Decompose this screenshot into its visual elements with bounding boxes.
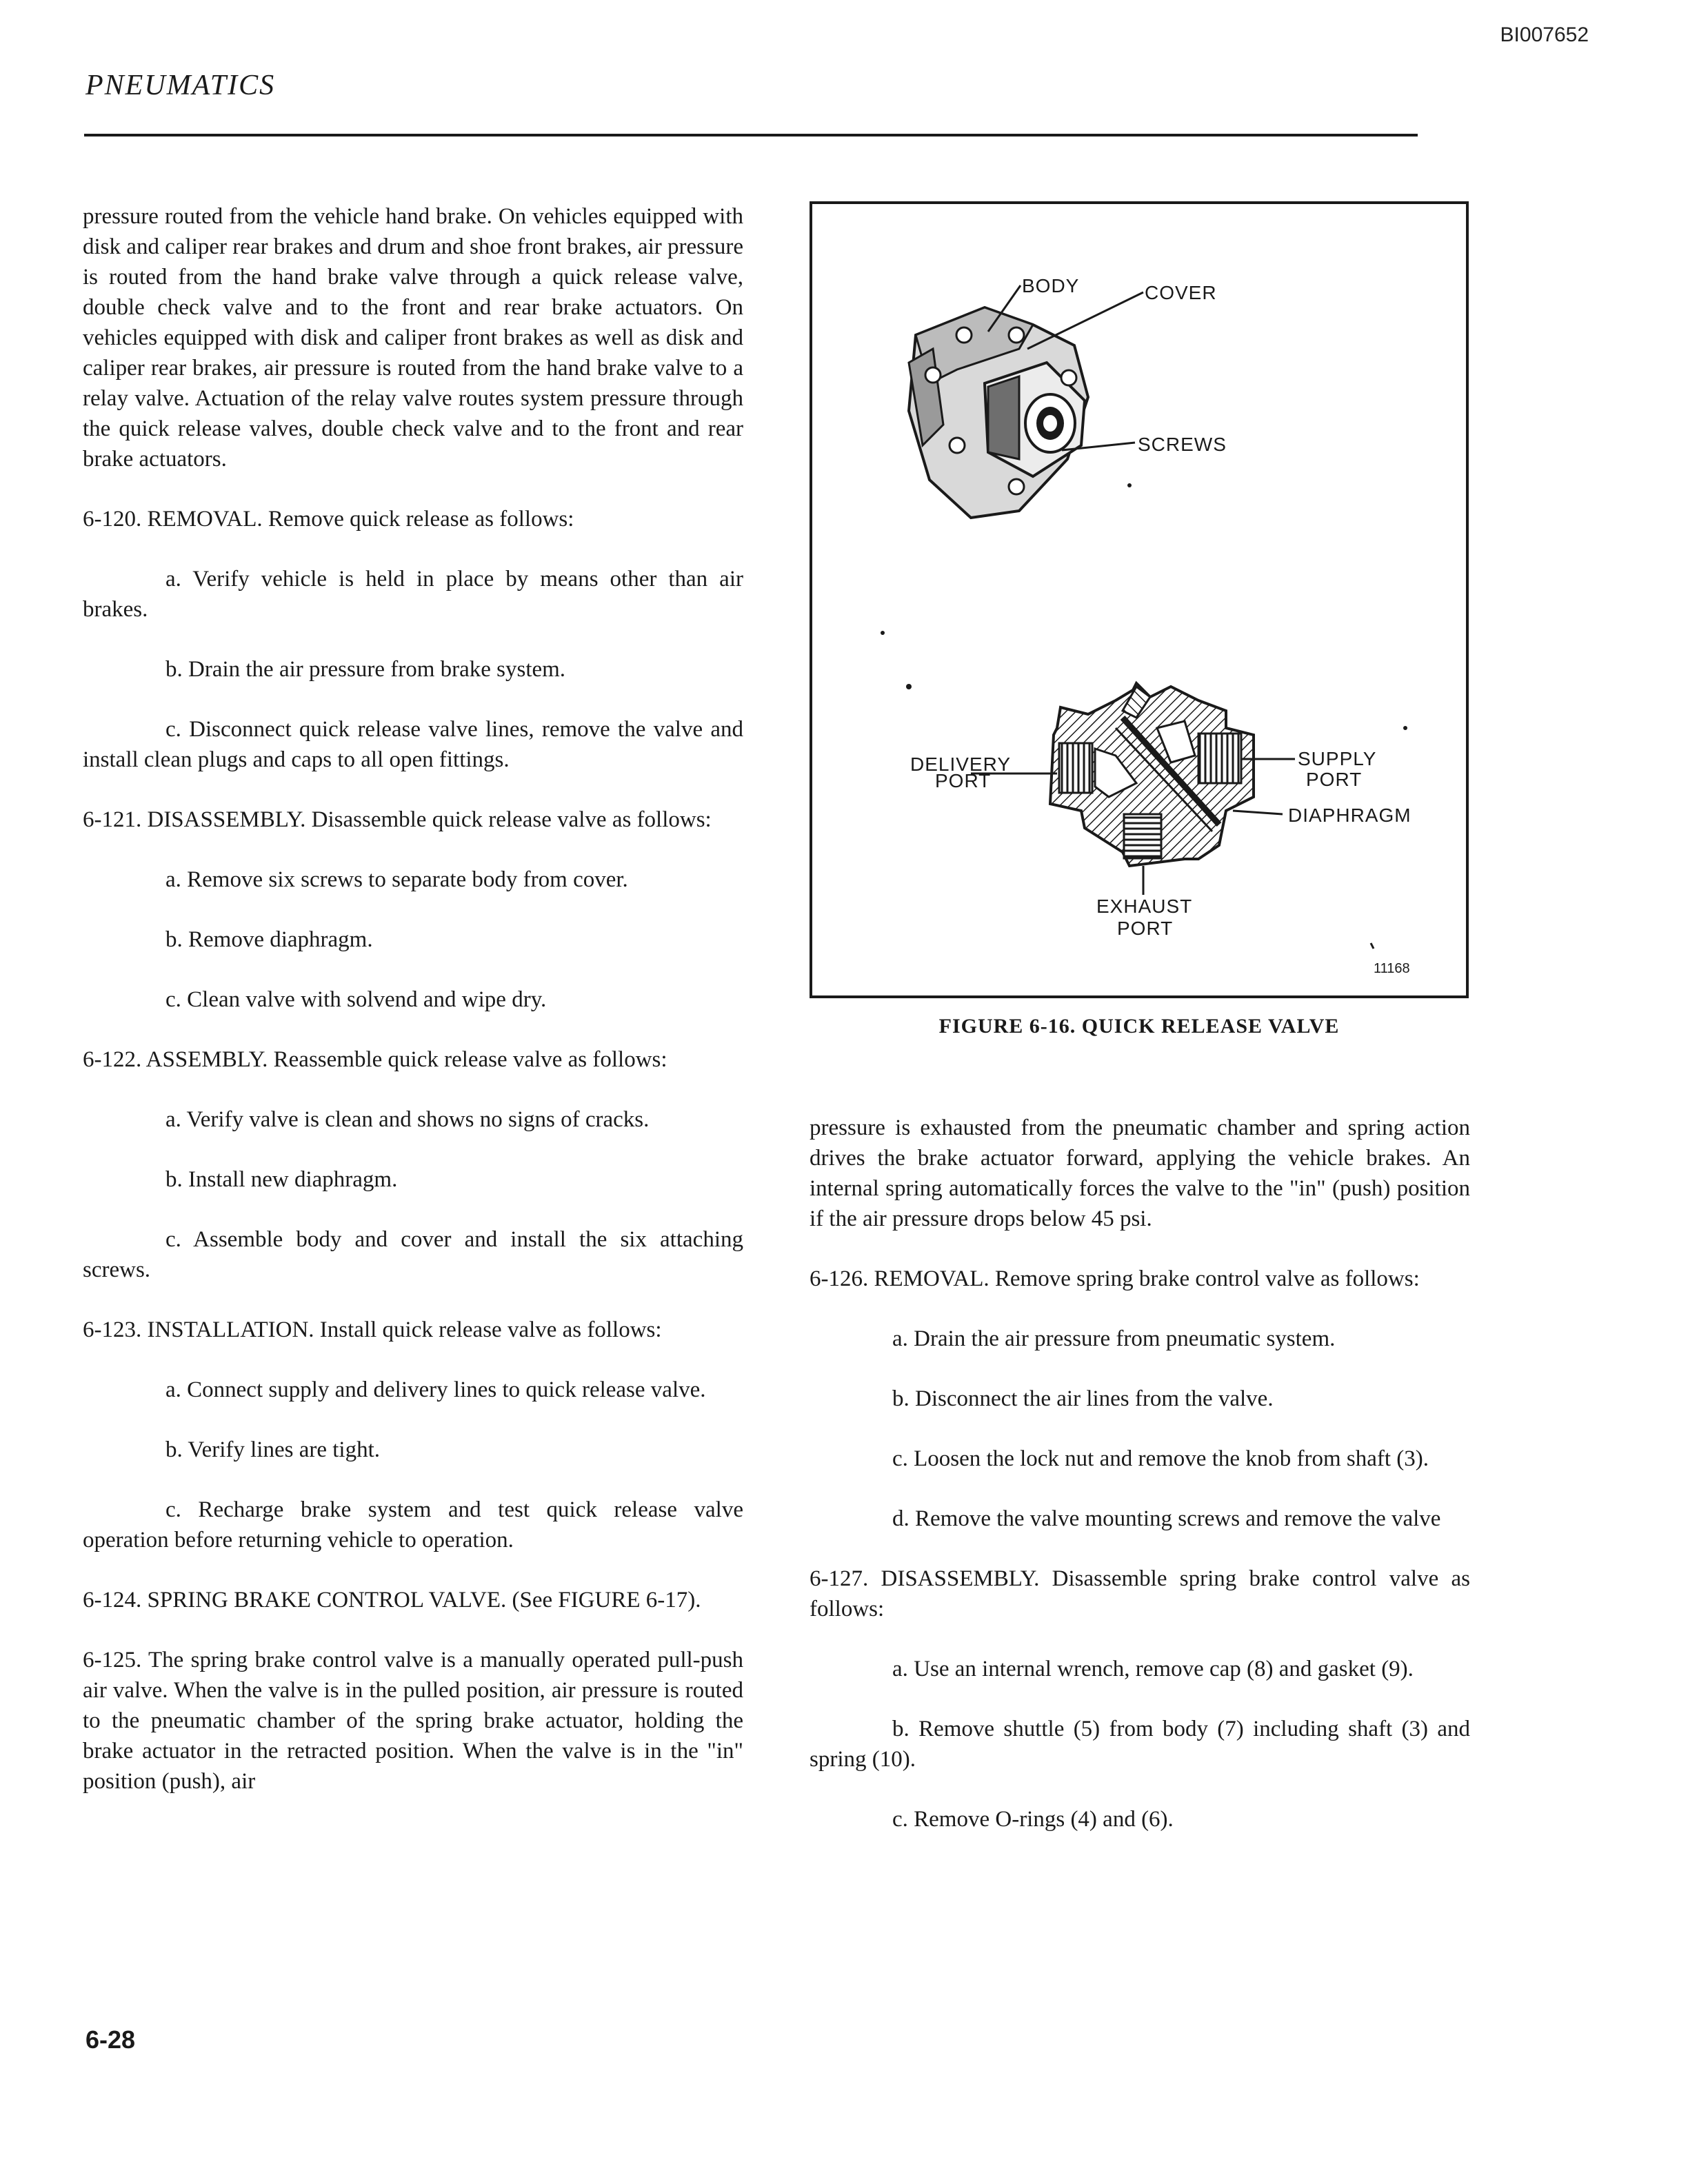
section-header: PNEUMATICS bbox=[86, 70, 276, 101]
step-item: a. Use an internal wrench, remove cap (8) and gasket (9). bbox=[892, 1657, 1414, 1681]
leader-cover bbox=[1027, 292, 1143, 349]
step-item: c. Remove O-rings (4) and (6). bbox=[892, 1807, 1174, 1832]
paragraph-heading: 6-122. ASSEMBLY. Reassemble quick release valve as follows: bbox=[83, 1047, 667, 1072]
label-screws: SCREWS bbox=[1138, 434, 1227, 455]
step-item: c. Assemble body and cover and install the six attaching screws. bbox=[83, 1227, 743, 1282]
page-number: 6-28 bbox=[86, 2025, 136, 2054]
step-item: b. Remove shuttle (5) from body (7) including shaft (3) and spring (10). bbox=[810, 1717, 1470, 1772]
label-supply: SUPPLY bbox=[1298, 748, 1377, 769]
right-column bbox=[810, 1113, 1470, 1864]
paragraph-heading: 6-127. DISASSEMBLY. Disassemble spring brake control valve as follows: bbox=[810, 1566, 1470, 1621]
step-item: b. Drain the air pressure from brake system. bbox=[165, 657, 566, 682]
paragraph-heading: 6-123. INSTALLATION. Install quick release valve as follows: bbox=[83, 1317, 662, 1342]
paragraph: pressure is exhausted from the pneumatic chamber and spring action drives the brake actuator forward, applying the vehicle brakes. An internal spring automatically forces the valve to the "in" (push) position if the air pressure drops below 45 psi. bbox=[810, 1115, 1470, 1231]
figure-quick-release-valve bbox=[810, 201, 1469, 998]
valve-external-view bbox=[881, 285, 1143, 689]
document-id: BI007652 bbox=[1500, 23, 1589, 46]
step-item: d. Remove the valve mounting screws and remove the valve bbox=[892, 1506, 1441, 1531]
paragraph-heading: 6-120. REMOVAL. Remove quick release as follows: bbox=[83, 507, 574, 532]
label-cover: COVER bbox=[1145, 282, 1217, 303]
step-item: a. Remove six screws to separate body from cover. bbox=[165, 867, 628, 892]
step-item: b. Disconnect the air lines from the valve. bbox=[892, 1386, 1274, 1411]
paragraph: pressure routed from the vehicle hand brake. On vehicles equipped with disk and caliper rear brakes and drum and shoe front brakes, air pressure is routed from the hand brake valve through a quick release valve, double check valve and to the front and rear brake actuators. On vehicles equipped with disk and caliper front brakes as well as disk and caliper rear brakes, air pressure is routed from the hand brake valve to a relay valve. Actuation of the relay valve routes system pressure through the quick release valves, double check valve and to the front and rear brake actuators. bbox=[83, 204, 743, 472]
leader-diaphragm bbox=[1233, 811, 1283, 814]
step-item: a. Connect supply and delivery lines to quick release valve. bbox=[165, 1377, 706, 1402]
step-item: c. Loosen the lock nut and remove the knob from shaft (3). bbox=[892, 1446, 1429, 1471]
label-diaphragm: DIAPHRAGM bbox=[1288, 805, 1411, 826]
figure-number: 11168 bbox=[1374, 961, 1410, 976]
step-item: b. Verify lines are tight. bbox=[165, 1437, 380, 1462]
header-rule bbox=[84, 134, 1418, 136]
step-item: c. Disconnect quick release valve lines, remove the valve and install clean plugs and caps to all open fittings. bbox=[83, 717, 743, 772]
paragraph: 6-125. The spring brake control valve is a manually operated pull-push air valve. When the valve is in the pulled position, air pressure is routed to the pneumatic chamber of the spring brake actuator, holding the brake actuator in the retracted position. When the valve is in the "in" position (push), air bbox=[83, 1648, 743, 1794]
valve-illustration bbox=[812, 204, 1466, 995]
label-delivery-port: PORT bbox=[935, 770, 992, 791]
step-item: a. Drain the air pressure from pneumatic system. bbox=[892, 1326, 1336, 1351]
paragraph-heading: 6-126. REMOVAL. Remove spring brake control valve as follows: bbox=[810, 1266, 1420, 1291]
label-body: BODY bbox=[1022, 275, 1080, 296]
paragraph-heading: 6-121. DISASSEMBLY. Disassemble quick release valve as follows: bbox=[83, 807, 712, 832]
label-exhaust-port: PORT bbox=[1117, 918, 1174, 939]
step-item: c. Clean valve with solvend and wipe dry. bbox=[165, 987, 547, 1012]
figure-caption: FIGURE 6-16. QUICK RELEASE VALVE bbox=[938, 1015, 1340, 1038]
step-item: a. Verify valve is clean and shows no signs of cracks. bbox=[165, 1107, 650, 1132]
label-exhaust: EXHAUST bbox=[1096, 896, 1193, 917]
left-column bbox=[83, 201, 743, 1826]
label-supply-port: PORT bbox=[1306, 769, 1363, 790]
paragraph-heading: 6-124. SPRING BRAKE CONTROL VALVE. (See FIGURE 6-17). bbox=[83, 1588, 701, 1612]
step-item: c. Recharge brake system and test quick release valve operation before returning vehicle to operation. bbox=[83, 1497, 743, 1553]
step-item: a. Verify vehicle is held in place by means other than air brakes. bbox=[83, 567, 743, 622]
label-delivery: DELIVERY bbox=[910, 754, 1011, 775]
step-item: b. Install new diaphragm. bbox=[165, 1167, 398, 1192]
step-item: b. Remove diaphragm. bbox=[165, 927, 373, 952]
